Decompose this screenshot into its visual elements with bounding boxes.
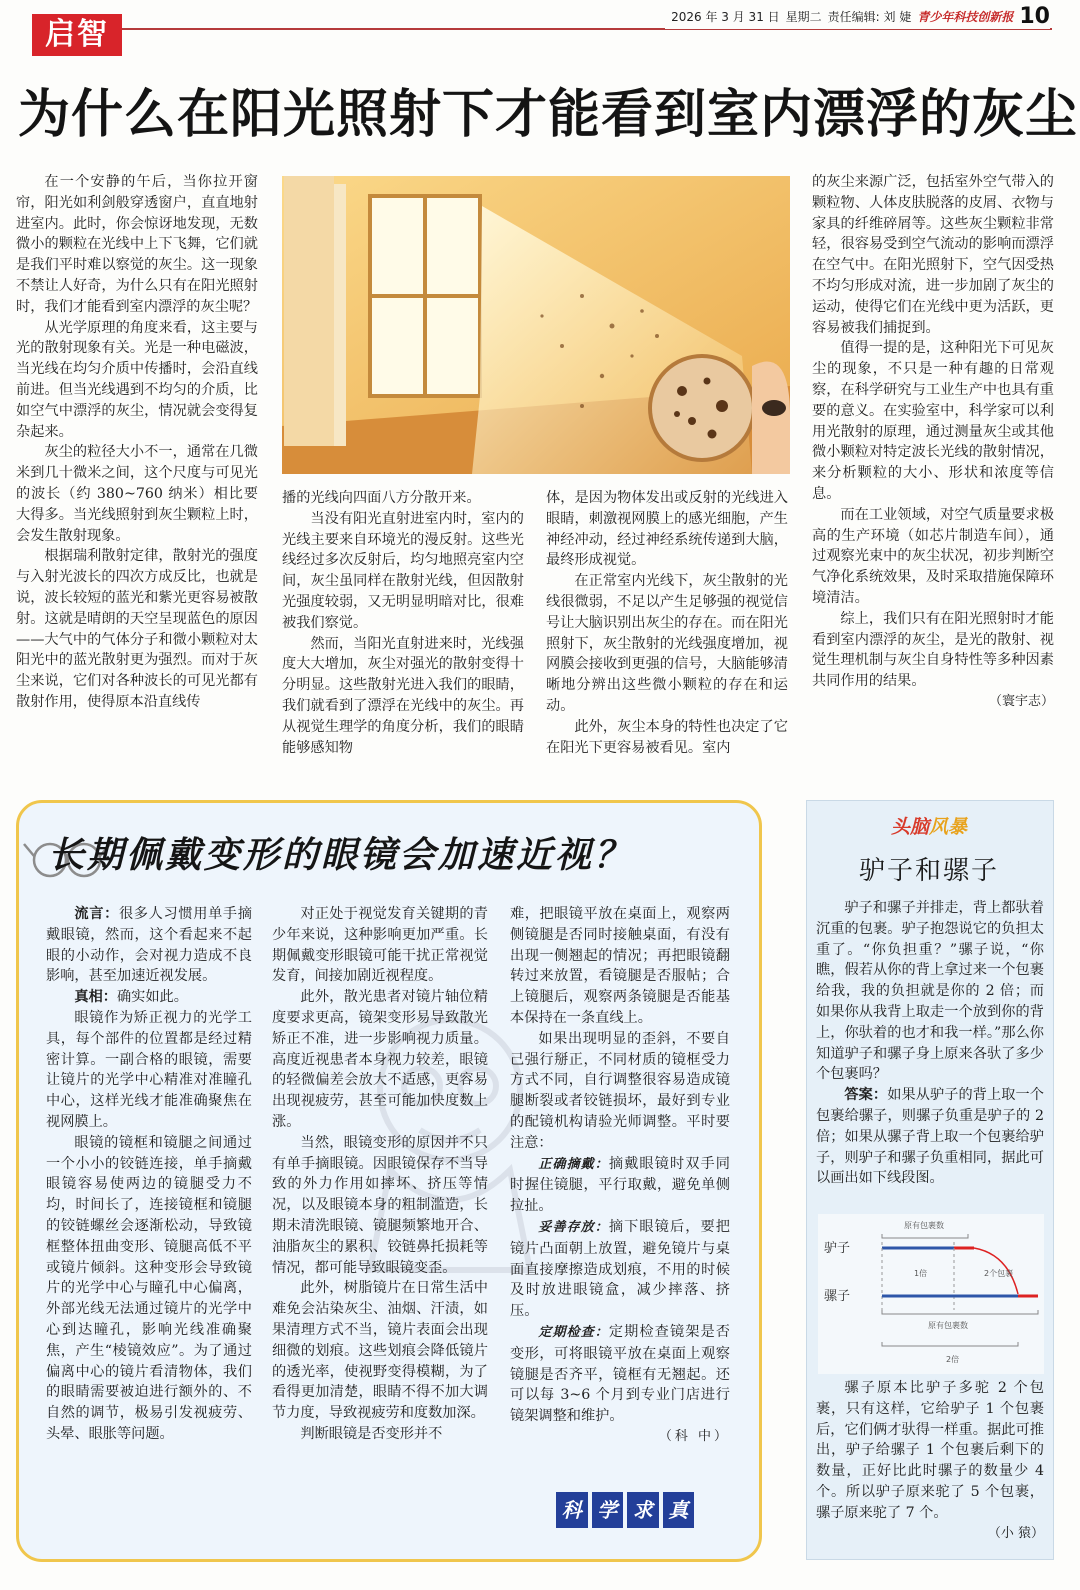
brain-teaser-title: 驴子和骡子 xyxy=(858,856,999,886)
page-number: 10 xyxy=(1019,4,1050,29)
line-segment-diagram xyxy=(818,1214,1044,1374)
newspaper-brand: 青少年科技创新报 xyxy=(917,10,1014,24)
paragraph: 灰尘的粒径大小不一，通常在几微米到几十微米之间，这个尺度与可见光的波长（约 380~760 纳米）相比要大得多。当光线照射到灰尘颗粒上时，会发生散射现象。 xyxy=(16,444,258,544)
badge-char: 科 xyxy=(556,1492,588,1528)
paragraph: 值得一提的是，这种阳光下可见灰尘的现象，不只是一种有趣的日常观察，在科学研究与工业生产中也具有重要的意义。在实验室中，科学家可以利用光散射的原理，通过测量灰尘或其他微小颗粒对特定波长光线的散射情况，来分析颗粒的大小、形状和浓度等信息。 xyxy=(812,340,1054,502)
dust-article-column-2 xyxy=(282,488,524,758)
issue-date: 2026 年 3 月 31 日 xyxy=(671,10,780,24)
truth-label: 真相： xyxy=(74,989,117,1006)
tip-text: 定期检查镜架是否变形，可将眼镜平放在桌面上观察镜腿是否齐平，镜框有无翘起。还可以每 3~6 个月到专业门店进行镜架调整和维护。 xyxy=(510,1323,730,1425)
paragraph: 从光学原理的角度来看，这主要与光的散射现象有关。光是一种电磁波，当光线在均匀介质中传播时，会沿直线前进。但当光线遇到不均匀的介质，比如空气中漂浮的灰尘，情况就会变得复杂起来。 xyxy=(16,319,258,440)
paragraph: 当没有阳光直射进室内时，室内的光线主要来自环境光的漫反射。这些光线经过多次反射后，均匀地照亮室内空间，灰尘虽同样在散射光线，但因散射光强度较弱，又无明显明暗对比，很难被我们察觉。 xyxy=(282,510,524,631)
dust-article-column-3 xyxy=(546,488,788,758)
glasses-article-title: 长期佩戴变形的眼镜会加速近视？ xyxy=(48,835,634,876)
badge-char: 学 xyxy=(592,1492,624,1528)
question-text: 驴子和骡子并排走，背上都驮着沉重的包裹。驴子抱怨说它的负担太重了。“你负担重？”骡子说，“你瞧，假若从你的背上拿过来一个包裹给我，我的负担就是你的 2 倍；而如果你从我背上取走一个放到你的背上，你驮着的也才和我一样。”那么你知道驴子和骡子身上原来各驮了多少个包裹吗？ xyxy=(816,900,1044,1083)
glasses-article-column-2 xyxy=(272,904,488,1445)
dust-article-column-4 xyxy=(812,172,1054,713)
paragraph: 在正常室内光线下，灰尘散射的光线很微弱，不足以产生足够强的视觉信号让大脑识别出灰尘的存在。而在阳光照射下，灰尘散射的光线强度增加，视网膜会接收到更强的信号，大脑能够清晰地分辨出这些微小颗粒的存在和运动。 xyxy=(546,573,788,714)
paragraph: 的灰尘来源广泛，包括室外空气带入的颗粒物、人体皮肤脱落的皮屑、衣物与家具的纤维碎屑等。这些灰尘颗粒非常轻，很容易受到空气流动的影响而漂浮在空气中。在阳光照射下，空气因受热不均匀形成对流，进一步加剧了灰尘的运动，使得它们在光线中更为活跃，更容易被我们捕捉到。 xyxy=(812,174,1054,336)
article-author: （科 中） xyxy=(658,1428,730,1444)
paragraph: 此外，散光患者对镜片轴位精度要求更高，镜架变形易导致散光矫正不准，进一步影响视力质量。高度近视患者本身视力较差，眼镜的轻微偏差会放大不适感，更容易出现视疲劳，甚至可能加快度数上涨。 xyxy=(272,989,488,1130)
brain-teaser-question xyxy=(816,898,1044,1189)
brain-teaser-tag xyxy=(858,812,1000,842)
badge-char: 求 xyxy=(627,1492,659,1528)
dust-article-column-1 xyxy=(16,172,258,713)
answer-paragraph xyxy=(816,1085,1044,1189)
paragraph: 体，是因为物体发出或反射的光线进入眼睛，刺激视网膜上的感光细胞，产生神经冲动，经过神经系统传递到大脑，最终形成视觉。 xyxy=(546,490,788,569)
paragraph: 眼镜的镜框和镜腿之间通过一个小小的铰链连接，单手摘戴眼镜容易使两边的镜腿受力不均，时间长了，连接镜框和镜腿的铰链螺丝会逐渐松动，导致镜框整体扭曲变形、镜腿高低不平或镜片倾斜。这种变形会导致镜片的光学中心与瞳孔中心偏离，外部光线无法通过镜片的光学中心到达瞳孔，影响光线准确聚焦，产生“棱镜效应”。为了通过偏离中心的镜片看清物体，我们的眼睛需要被迫进行额外的、不自然的调节，极易引发视疲劳、头晕、眼胀等问题。 xyxy=(46,1134,252,1442)
glasses-article-column-1 xyxy=(46,904,252,1445)
tip-label: 正确摘戴： xyxy=(538,1156,609,1172)
tip-paragraph xyxy=(510,1217,730,1322)
science-badge xyxy=(556,1492,694,1528)
article-title: 为什么在阳光照射下才能看到室内漂浮的灰尘 xyxy=(18,85,1079,145)
tip-label: 定期检查： xyxy=(538,1324,609,1340)
tag-part-2: 风暴 xyxy=(929,816,968,838)
paragraph: 眼镜作为矫正视力的光学工具，每个部件的位置都是经过精密计算。一副合格的眼镜，需要让镜片的光学中心精准对准瞳孔中心，这样光线才能准确聚焦在视网膜上。 xyxy=(46,1009,252,1130)
paragraph: 判断眼镜是否变形并不 xyxy=(300,1425,443,1442)
article-author: （小 猿） xyxy=(987,1525,1044,1541)
paragraph: 然而，当阳光直射进来时，光线强度大大增加，灰尘对强光的散射变得十分明显。这些散射光进入我们的眼睛，我们就看到了漂浮在光线中的灰尘。再从视觉生理学的角度分析，我们的眼睛能够感知物 xyxy=(282,635,524,756)
solution-text: 骡子原本比驴子多驼 2 个包裹，只有这样，它给驴子 1 个包裹后，它们俩才驮得一样重。据此可推出，驴子给骡子 1 个包裹后剩下的数量，正好比此时骡子的数量少 4 个。所以驴子原来驼了 5 个包裹，骡子原来驼了 7 个。 xyxy=(816,1380,1044,1521)
paragraph: 而在工业领域，对空气质量要求极高的生产环境（如芯片制造车间），通过观察光束中的灰尘状况，初步判断空气净化系统效果，及时采取措施保障环境清洁。 xyxy=(812,506,1054,606)
paragraph: 播的光线向四面八方分散开来。 xyxy=(282,490,481,506)
article-author: （寰宇志） xyxy=(988,693,1054,709)
tip-label: 妥善存放： xyxy=(538,1219,609,1235)
paragraph: 此外，灰尘本身的特性也决定了它在阳光下更容易被看见。室内 xyxy=(546,718,788,756)
paragraph: 在一个安静的午后，当你拉开窗帘，阳光如利剑般穿透窗户，直直地射进室内。此时，你会惊讶地发现，无数微小的颗粒在光线中上下飞舞，它们就是我们平时难以察觉的灰尘。这一现象不禁让人好奇，为什么只有在阳光照射时，我们才能看到室内漂浮的灰尘呢？ xyxy=(16,174,258,315)
tip-text: 摘戴眼镜时双手同时握住镜腿，平行取戴，避免单侧拉扯。 xyxy=(510,1155,730,1215)
issue-weekday: 星期二 xyxy=(785,10,822,24)
rumor-paragraph xyxy=(46,904,252,987)
brain-teaser-solution xyxy=(816,1378,1044,1544)
diagram-label-mule: 骡子 xyxy=(824,1289,851,1304)
badge-char: 真 xyxy=(663,1492,695,1528)
diagram-label-donkey: 驴子 xyxy=(824,1241,851,1256)
header-info xyxy=(665,4,1050,29)
diagram-label-original-top: 原有包裹数 xyxy=(904,1221,944,1230)
glasses-article-column-3 xyxy=(510,904,730,1448)
tag-part-1: 头脑 xyxy=(890,816,929,838)
diagram-label-original-bottom: 原有包裹数 xyxy=(928,1321,968,1330)
tip-text: 摘下眼镜后，要把镜片凸面朝上放置，避免镜片与桌面直接摩擦造成划痕，不用的时候及时放进眼镜盒，减少摔落、挤压。 xyxy=(510,1218,730,1320)
rumor-text: 很多人习惯用单手摘戴眼镜，然而，这个看起来不起眼的小动作，会对视力造成不良影响，甚至加速近视发展。 xyxy=(46,906,252,985)
paragraph: 综上，我们只有在阳光照射时才能看到室内漂浮的灰尘，是光的散射、视觉生理机制与灰尘自身特性等多种因素共同作用的结果。 xyxy=(812,610,1054,690)
truth-text: 确实如此。 xyxy=(116,989,188,1006)
paragraph: 根据瑞利散射定律，散射光的强度与入射光波长的四次方成反比，也就是说，波长较短的蓝光和紫光更容易被散射。这就是晴朗的天空呈现蓝色的原因——大气中的气体分子和微小颗粒对太阳光中的蓝光散射更为强烈。而对于灰尘来说，它们对各种波长的可见光都有散射作用，使得原本沿直线传 xyxy=(16,548,258,710)
paragraph: 如果出现明显的歪斜，不要自己强行掰正，不同材质的镜框受力方式不同，自行调整很容易造成镜腿断裂或者铰链损坏，最好到专业的配镜机构请验光师调整。平时要注意： xyxy=(510,1030,730,1151)
section-tag: 启智 xyxy=(32,14,122,56)
tip-paragraph xyxy=(510,1322,730,1427)
answer-label: 答案： xyxy=(844,1087,888,1104)
truth-paragraph xyxy=(46,987,252,1008)
diagram-label-one-times: 1倍 xyxy=(914,1269,928,1278)
diagram-label-two-packages: 2个包裹 xyxy=(984,1269,1014,1278)
paragraph: 当然，眼镜变形的原因并不只有单手摘眼镜。因眼镜保存不当导致的外力作用如摔坏、挤压等情况，以及眼镜本身的粗制滥造，长期未清洗眼镜、镜腿频繁地开合、油脂灰尘的累积、铰链鼻托损耗等情况，都可能导致眼镜变歪。 xyxy=(272,1134,488,1276)
rumor-label: 流言： xyxy=(74,906,119,922)
tip-paragraph xyxy=(510,1154,730,1217)
answer-text: 如果从驴子的背上取一个包裹给骡子，则骡子负重是驴子的 2 倍；如果从骡子背上取一个包裹给驴子，则驴子和骡子负重相同，据此可以画出如下线段图。 xyxy=(816,1087,1044,1187)
paragraph: 此外，树脂镜片在日常生活中难免会沾染灰尘、油烟、汗渍，如果清理方式不当，镜片表面会出现细微的划痕。这些划痕会降低镜片的透光率，使视野变得模糊，为了看得更加清楚，眼睛不得不加大调节力度，导致视疲劳和度数加深。 xyxy=(272,1280,488,1422)
editor-credit: 责任编辑: 刘 婕 xyxy=(827,10,912,24)
diagram-label-two-times: 2倍 xyxy=(946,1355,960,1364)
sunlight-dust-illustration xyxy=(282,176,790,474)
paragraph: 难，把眼镜平放在桌面上，观察两侧镜腿是否同时接触桌面，有没有出现一侧翘起的情况；再把眼镜翻转过来放置，看镜腿是否服帖；合上镜腿后，观察两条镜腿是否能基本保持在一条直线上。 xyxy=(510,906,730,1026)
paragraph: 对正处于视觉发育关键期的青少年来说，这种影响更加严重。长期佩戴变形眼镜可能干扰正常视觉发育，间接加剧近视程度。 xyxy=(272,906,488,985)
